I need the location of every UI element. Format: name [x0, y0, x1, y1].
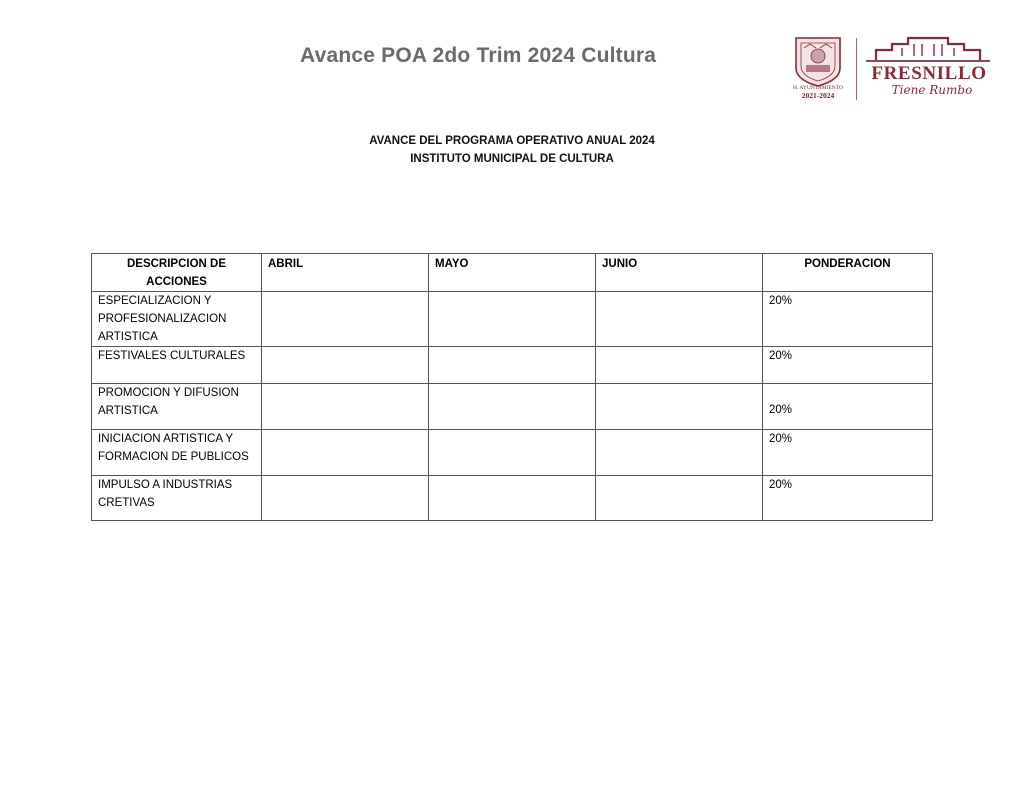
cell-junio — [596, 347, 763, 384]
cell-junio — [596, 384, 763, 430]
cell-descripcion: PROMOCION Y DIFUSION ARTISTICA — [92, 384, 262, 430]
cell-mayo — [429, 476, 596, 521]
logo-group — [788, 34, 998, 106]
cell-abril — [262, 347, 429, 384]
seal-caption-line1: H. AYUNTAMIENTO — [793, 85, 843, 91]
cell-ponderacion: 20% — [763, 476, 933, 521]
cell-descripcion: INICIACION ARTISTICA Y FORMACION DE PUBLICOS — [92, 430, 262, 476]
cell-abril — [262, 476, 429, 521]
cell-mayo — [429, 430, 596, 476]
fresnillo-logo — [862, 34, 994, 104]
column-header-junio: JUNIO — [596, 254, 763, 292]
cell-junio — [596, 476, 763, 521]
seal-caption — [788, 85, 848, 99]
table-row — [92, 384, 933, 430]
cell-ponderacion: 20% — [763, 292, 933, 347]
cell-junio — [596, 430, 763, 476]
cell-mayo — [429, 384, 596, 430]
cell-abril — [262, 430, 429, 476]
seal-caption-line2: 2021-2024 — [801, 91, 835, 100]
cell-ponderacion: 20% — [763, 430, 933, 476]
table-row — [92, 292, 933, 347]
logo-divider — [856, 38, 857, 100]
brand-name: FRESNILLO — [871, 63, 987, 84]
cell-abril — [262, 292, 429, 347]
table-header-row — [92, 254, 933, 292]
cell-descripcion: ESPECIALIZACION Y PROFESIONALIZACION ARTISTICA — [92, 292, 262, 347]
building-silhouette-icon — [862, 34, 994, 64]
cell-ponderacion: 20% — [763, 347, 933, 384]
cell-mayo — [429, 347, 596, 384]
poa-table — [91, 253, 933, 521]
column-header-descripcion: DESCRIPCION DE ACCIONES — [92, 254, 262, 292]
brand-slogan: Tiene Rumbo — [891, 83, 973, 97]
table-row — [92, 476, 933, 521]
cell-mayo — [429, 292, 596, 347]
page-header-title: Avance POA 2do Trim 2024 Cultura — [300, 44, 657, 67]
column-header-abril: ABRIL — [262, 254, 429, 292]
cell-junio — [596, 292, 763, 347]
document-title: AVANCE DEL PROGRAMA OPERATIVO ANUAL 2024 — [369, 135, 655, 147]
document-subtitle: INSTITUTO MUNICIPAL DE CULTURA — [410, 153, 614, 165]
cell-ponderacion: 20% — [763, 384, 933, 430]
table-row — [92, 430, 933, 476]
cell-descripcion: FESTIVALES CULTURALES — [92, 347, 262, 384]
column-header-mayo: MAYO — [429, 254, 596, 292]
cell-abril — [262, 384, 429, 430]
column-header-ponderacion: PONDERACION — [763, 254, 933, 292]
cell-descripcion: IMPULSO A INDUSTRIAS CRETIVAS — [92, 476, 262, 521]
table-row — [92, 347, 933, 384]
